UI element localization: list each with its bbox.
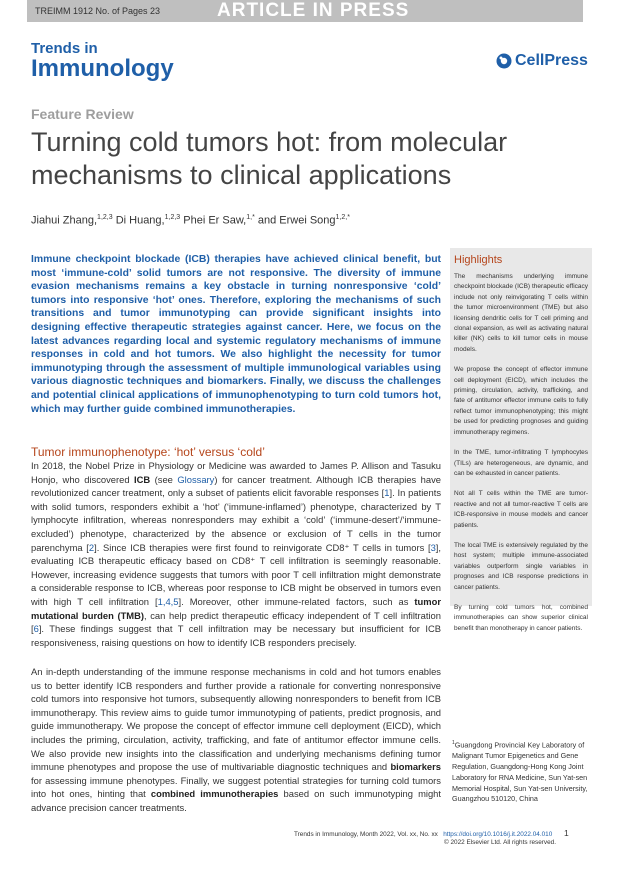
highlight-item: Not all T cells within the TME are tumor-reactive and not all tumor-reactive T cells are ICB-responsive in mouse models and cancer patients. <box>454 490 588 529</box>
publisher-name: CellPress <box>515 52 588 69</box>
journal-name-line1: Trends in <box>31 40 98 57</box>
highlights-heading: Highlights <box>454 254 503 266</box>
highlight-item: The mechanisms underlying immune checkpoint blockade (ICB) therapeutic efficacy include not only reinvigorating T cells within the tumor microenvironment (TME) but also licensing dendritic cells for T cell priming and clonal expansion, as well as activating natural killer (NK) cells to kill tumor cells in mouse models. <box>454 273 588 353</box>
author-name[interactable]: Phei Er Saw, <box>183 214 247 227</box>
journal-citation: Trends in Immunology, Month 2022, Vol. xx, No. xx <box>294 831 438 838</box>
author-affil: 1,2,3 <box>164 214 181 221</box>
highlight-item: The local TME is extensively regulated by the host system; multiple immune-associated variables outperform single variables in prognoses and ICB response predictions in cancer patients. <box>454 541 588 591</box>
reference-link[interactable]: 1 <box>384 487 390 499</box>
page-number: 1 <box>564 828 569 838</box>
manuscript-ref: TREIMM 1912 No. of Pages 23 <box>35 6 161 16</box>
text-run: ) for cancer treatment. Although ICB therapies have revolutionized cancer treatment, only a subset of patients elicit favorable responses [ <box>31 473 442 499</box>
author-affil: 1,2,* <box>335 214 350 221</box>
text-run: ]. These findings suggest that T cell infiltration may be necessary but insufficient for ICB responsiveness, raising questions on how to identify ICB responders precisely. <box>31 623 441 648</box>
affiliation <box>452 738 592 805</box>
section-label: Feature Review <box>31 106 134 122</box>
affiliation-number: 1 <box>452 740 455 746</box>
abstract: Immune checkpoint blockade (ICB) therapies have achieved clinical benefit, but most ‘immune-cold’ solid tumors are not responsive. The diversity of immune evasion mechanisms remains a key obstacle in turning nonresponsive ‘cold’ tumors into responsive ‘hot’ ones. Therefore, exploring the mechanisms of such transitions and tumor immunotyping can provide significant insights into designing effective therapeutic strategies against cancer. Here, we focus on the latest advances regarding local and systemic regulatory mechanisms of immune responses in cold and hot tumors. We also highlight the necessity for tumor immunotyping through the assessment of multiple immunological variables using various diagnostic techniques and biomarkers. Finally, we discuss the challenges and potential clinical applications of immunophenotyping to turn cold tumors hot, which may further guide combined immunotherapies. <box>31 254 441 415</box>
reference-link[interactable]: 6 <box>33 623 39 635</box>
text-run: An in-depth understanding of the immune response mechanisms in cold and hot tumors enables us to better identify ICB responders and further provide a rationale for converting nonresponsive cold tumors into responsive hot tumors, subsequently allowing nonresponders to benefit from ICB immunotherapy. This review aims to guide tumor immunotyping of patients, predict prognosis, and guide immunotherapy. We propose the concept of effector immune cell deployment (EICD), which includes the priming, circulation, activity, trafficking, and fate of antitumor effector immune cells. We also provide new insights into the classification and underlying mechanisms defining tumor immune phenotypes and propose the use of multivariable diagnostic techniques and <box>31 666 441 773</box>
author-list <box>31 214 350 227</box>
author-name[interactable]: and Erwei Song <box>257 214 336 227</box>
page-footer <box>294 828 569 846</box>
journal-logo <box>31 41 174 81</box>
text-run: ], evaluating ICB therapeutic efficacy based on CD8⁺ T cell infiltration is seemingly reasonable. However, increasing evidence suggests that tumors with poor T cell infiltration might demonstrate a considerable response to ICB, whereas poor response to ICB might be observed in tumors even with high T cell infiltration [ <box>31 541 441 607</box>
doi-link[interactable]: https://doi.org/10.1016/j.it.2022.04.010 <box>443 831 553 838</box>
section-heading: Tumor immunophenotype: ‘hot’ versus ‘cold’ <box>31 445 265 459</box>
text-run: (see <box>150 473 178 485</box>
glossary-link[interactable]: Glossary <box>177 473 215 485</box>
running-header <box>27 0 583 22</box>
text-run: ]. Since ICB therapies were first found to reinvigorate CD8⁺ T cells in tumors [ <box>94 541 431 553</box>
glossary-term: combined immunotherapies <box>150 788 279 800</box>
author-affil: 1,2,3 <box>97 214 113 221</box>
highlight-item: We propose the concept of effector immune cell deployment (EICD), which includes the priming, circulation, activity, trafficking, and fate of antitumor effector immune cells to fully reflect tumor immunophenotyping; this might be used for predicting prognoses and guiding immunotherapy regimens. <box>454 366 588 436</box>
text-run: In 2018, the Nobel Prize in Physiology or Medicine was awarded to James P. Allison and Tasuku Honjo, who discovered <box>31 460 441 485</box>
reference-link[interactable]: 3 <box>430 541 436 553</box>
text-run: based on such immunotyping might advance precision cancer treatments. <box>31 788 441 813</box>
text-run: , can help predict therapeutic efficacy independent of T cell infiltration [ <box>31 609 441 635</box>
body-paragraph <box>31 665 441 815</box>
reference-link[interactable]: 2 <box>88 541 95 553</box>
glossary-term: tumor mutational burden (TMB) <box>31 595 441 621</box>
journal-name-line2: Immunology <box>31 55 174 82</box>
author-affil: 1,* <box>246 214 255 221</box>
text-run: ]. In patients with solid tumors, responders exhibit a ‘hot’ (‘immune-inflamed’) phenotype, characterized by T lymphocyte infiltration, whereas nonresponders may exhibit a ‘cold’ (‘immune-desert’/‘immune-excluded’) phenotype, characterized by the absence or exclusion of T cells in the tumor parenchyma [ <box>31 487 442 553</box>
highlight-item: By turning cold tumors hot, combined immunotherapies can show superior clinical benefit than monotherapy in cancer patients. <box>454 603 588 632</box>
text-run: ]. Moreover, other immune-related factors, such as <box>178 595 415 607</box>
highlight-item: In the TME, tumor-infiltrating T lymphocytes (TILs) are heterogeneous, are dynamic, and can be exhausted in cancer patients. <box>454 449 588 477</box>
publisher-logo <box>496 52 588 70</box>
author-name[interactable]: Di Huang, <box>115 214 165 227</box>
reference-link[interactable]: 1,4,5 <box>157 595 179 607</box>
copyright: © 2022 Elsevier Ltd. All rights reserved. <box>444 839 556 846</box>
article-title: Turning cold tumors hot: from molecular mechanisms to clinical applications <box>31 127 508 190</box>
cellpress-icon <box>496 53 512 69</box>
glossary-term: biomarkers <box>390 761 441 773</box>
article-in-press-banner: ARTICLE IN PRESS <box>217 0 410 21</box>
highlights-box <box>450 248 592 632</box>
author-name[interactable]: Jiahui Zhang, <box>31 214 98 227</box>
glossary-term: ICB <box>134 473 151 485</box>
text-run: for assessing immune phenotypes. Finally, we suggest potential strategies for turning cold tumors into hot ones, hinting that <box>31 774 441 800</box>
body-paragraph <box>31 459 441 649</box>
affiliation-text: Guangdong Provincial Key Laboratory of Malignant Tumor Epigenetics and Gene Regulation, Guangdong-Hong Kong Joint Laboratory for RNA Medicine, Sun Yat-sen Memorial Hospital, Sun Yat-sen University, Guangzhou 510120, China <box>452 740 588 804</box>
